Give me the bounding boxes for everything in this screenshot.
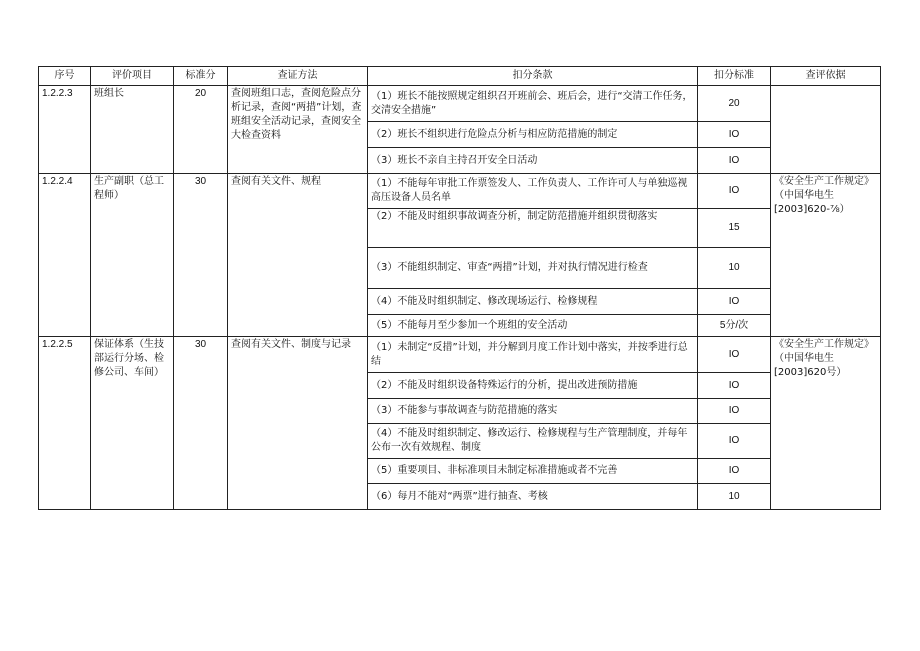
clause-cell — [368, 122, 698, 148]
clause-text: （6）每月不能对“两票”进行抽查、考核 — [371, 490, 548, 502]
deduct-cell: IO — [698, 459, 771, 484]
clause-cell — [368, 337, 698, 373]
deduct-cell: 10 — [698, 484, 771, 510]
clause-text: （2）班长不组织进行危险点分析与相应防范措施的制定 — [371, 128, 618, 140]
section-number: 1.2.2.3 — [39, 86, 91, 174]
header-method: 查证方法 — [228, 67, 368, 86]
clause-text: （2）不能及时组织事故调查分析，制定防范措施并组织贯彻落实 — [371, 211, 658, 222]
table-row — [39, 174, 881, 209]
header-row — [39, 67, 881, 86]
section-basis: 《安全生产工作规定》（中国华电生[2003]620-⅞） — [771, 174, 881, 337]
section-number: 1.2.2.4 — [39, 174, 91, 337]
section-basis — [771, 86, 881, 174]
clause-cell — [368, 289, 698, 315]
header-basis: 查评依据 — [771, 67, 881, 86]
deduct-cell: 20 — [698, 86, 771, 122]
clause-cell — [368, 315, 698, 337]
deduct-cell: IO — [698, 122, 771, 148]
section-score: 30 — [174, 174, 228, 337]
clause-text: （1）不能每年审批工作票签发人、工作负责人、工作许可人与单独巡视高压设备人员名单 — [371, 178, 688, 203]
deduct-cell: 5分/次 — [698, 315, 771, 337]
clause-cell — [368, 174, 698, 209]
header-score: 标准分 — [174, 67, 228, 86]
clause-cell — [368, 399, 698, 424]
clause-cell — [368, 86, 698, 122]
section-item: 保证体系（生技部运行分场、检修公司、车间） — [91, 337, 174, 510]
clause-cell — [368, 424, 698, 459]
section-basis: 《安全生产工作规定》（中国华电生[2003]620号） — [771, 337, 881, 510]
section-method: 查阅班组口志，查阅危险点分析记录，查阅“两措”计划，查班组安全活动记录，查阅安全大检查资料 — [228, 86, 368, 174]
section-method: 查阅有关文件、制度与记录 — [228, 337, 368, 510]
clause-cell — [368, 484, 698, 510]
table-row — [39, 86, 881, 122]
table-row — [39, 337, 881, 373]
clause-text: （3）不能组织制定、审查“两措”计划，并对执行情况进行检查 — [371, 262, 648, 273]
clause-cell — [368, 248, 698, 289]
clause-cell — [368, 459, 698, 484]
deduct-cell: IO — [698, 424, 771, 459]
header-no: 序号 — [39, 67, 91, 86]
clause-cell — [368, 209, 698, 248]
clause-text: （2）不能及时组织设备特殊运行的分析，提出改进预防措施 — [371, 379, 638, 391]
deduct-cell: 15 — [698, 209, 771, 248]
section-score: 20 — [174, 86, 228, 174]
deduct-cell: IO — [698, 289, 771, 315]
header-deduct: 扣分标准 — [698, 67, 771, 86]
clause-text: （1）未制定“反措”计划，并分解到月度工作计划中落实，并按季进行总结 — [371, 341, 688, 367]
section-score: 30 — [174, 337, 228, 510]
section-item: 班组长 — [91, 86, 174, 174]
clause-text: （3）不能参与事故调查与防范措施的落实 — [371, 405, 558, 416]
section-number: 1.2.2.5 — [39, 337, 91, 510]
clause-cell — [368, 148, 698, 174]
section-method: 查阅有关文件、规程 — [228, 174, 368, 337]
clause-text: （1）班长不能按照规定组织召开班前会、班后会，进行“交清工作任务，交清安全措施” — [371, 90, 693, 116]
header-clause: 扣分条款 — [368, 67, 698, 86]
evaluation-table — [38, 66, 881, 510]
header-item: 评价项目 — [91, 67, 174, 86]
clause-text: （3）班长不亲自主持召开安全日活动 — [371, 154, 538, 166]
clause-text: （5）重要项目、非标准项目未制定标准措施或者不完善 — [371, 465, 618, 476]
clause-text: （4）不能及时组织制定、修改运行、检修规程与生产管理制度，并每年公布一次有效规程、制度 — [371, 428, 688, 453]
deduct-cell: IO — [698, 174, 771, 209]
clause-text: （4）不能及时组织制定、修改现场运行、检修规程 — [371, 295, 598, 307]
deduct-cell: IO — [698, 148, 771, 174]
clause-cell — [368, 373, 698, 399]
deduct-cell: IO — [698, 399, 771, 424]
section-item: 生产副职（总工程师） — [91, 174, 174, 337]
clause-text: （5）不能每月至少参加一个班组的安全活动 — [371, 319, 568, 331]
deduct-cell: 10 — [698, 248, 771, 289]
deduct-cell: IO — [698, 373, 771, 399]
deduct-cell: IO — [698, 337, 771, 373]
